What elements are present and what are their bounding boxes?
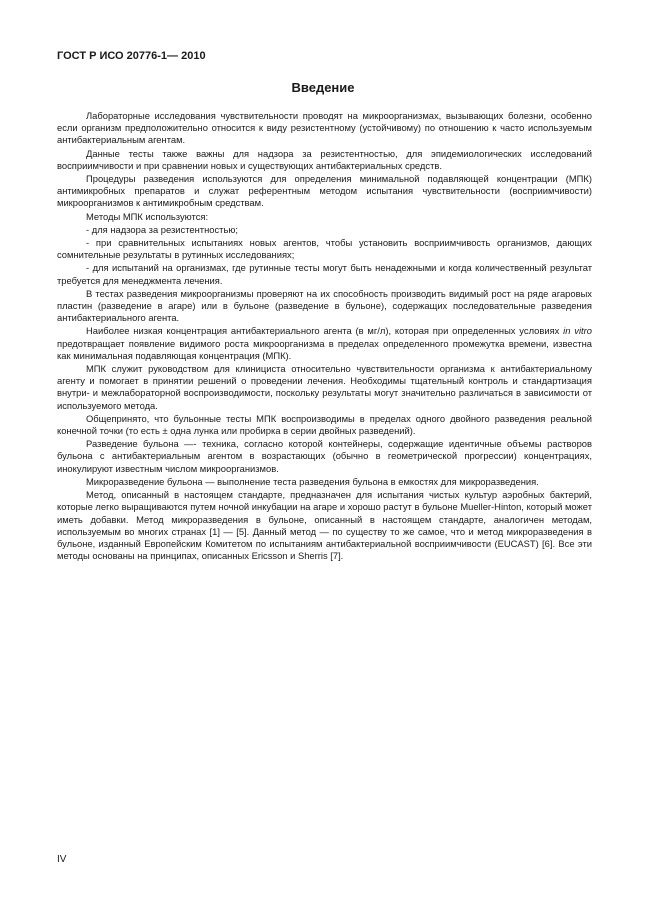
paragraph: Процедуры разведения используются для определения минимальной подавляющей концентрации (МПК) антимикробных препаратов и служат референтным методом испытания чувствительности (восприимчивости) микроорганизмов к антимикробным средствам. (57, 173, 592, 209)
paragraph: Лабораторные исследования чувствительности проводят на микроорганизмах, вызывающих болезни, особенно если организм предположительно относится к виду резистентному (устойчивому) по отношению к часто используемым антибактериальным агентам. (57, 110, 592, 146)
paragraph: Общепринято, что бульонные тесты МПК воспроизводимы в пределах одного двойного разведения реальной конечной точки (то есть ± одна лунка или пробирка в серии двойных разведений). (57, 412, 592, 437)
list-item: - для испытаний на организмах, где рутинные тесты могут быть ненадежными и когда количественный результат требуется для менеджмента лечения. (57, 262, 592, 286)
paragraph-text: Наиболее низкая концентрация антибактериального агента (в мг/л), которая при определенных условиях (86, 325, 564, 337)
body-text (57, 110, 592, 562)
latin-term: in vitro (563, 325, 592, 337)
paragraph: Данные тесты также важны для надзора за резистентностью, для эпидемиологических исследований восприимчивости и при сравнении новых и существующих антибактериальных средств. (57, 147, 592, 171)
paragraph: МПК служит руководством для клинициста относительно чувствительности организма к антибактериальному агенту и помогает в принятии решений о проведении лечения. Необходимы тщательный контроль и стандартизация внутри- и межлабораторной воспроизводимости, поскольку результаты могут значительно различаться в зависимости от используемого метода. (57, 363, 592, 411)
paragraph (57, 325, 592, 362)
document-identifier: ГОСТ Р ИСО 20776-1— 2010 (57, 50, 206, 62)
page-number: IV (57, 854, 67, 865)
paragraph: В тестах разведения микроорганизмы проверяют на их способность производить видимый рост на ряде агаровых пластин (разведение в агаре) или в бульоне (разведение в бульоне), содержащих последовательные разведения антибактериального агента. (57, 287, 592, 324)
paragraph-text: предотвращает появление видимого роста микроорганизма в пределах определенного промежутка времени, известна как минимальная подавляющая концентрация (МПК). (57, 337, 592, 361)
section-title: Введение (291, 80, 355, 95)
paragraph: Разведение бульона —- техника, согласно которой контейнеры, содержащие идентичные объемы растворов бульона с антибактериальным агентом в возрастающих (обычно в геометрической прогрессии) концентрациях, инокулируют известным числом микроорганизмов. (57, 438, 592, 474)
paragraph: Микроразведение бульона — выполнение теста разведения бульона в емкостях для микроразведения. (86, 475, 539, 487)
list-item: - при сравнительных испытаниях новых агентов, чтобы установить восприимчивость организмов, дающих сомнительные результаты в рутинных исследованиях; (57, 237, 592, 261)
paragraph: Методы МПК используются: (86, 210, 209, 222)
list-item: - для надзора за резистентностью; (86, 223, 238, 235)
paragraph: Метод, описанный в настоящем стандарте, предназначен для испытания чистых культур аэробных бактерий, которые легко выращиваются путем ночной инкубации на агаре и хорошо растут в бульоне Mueller-Hinton, который может иметь добавки. Метод микроразведения в бульоне, описанный в настоящем стандарте, аналогичен методам, используемым во многих странах [1] — [5]. Данный метод — по существу то же самое, что и метод микроразведения в бульоне, изданный Европейским Комитетом по испытаниям антибактериальной восприимчивости (EUCAST) [6]. Все эти методы основаны на принципах, описанных Ericsson и Sherris [7]. (57, 489, 592, 562)
